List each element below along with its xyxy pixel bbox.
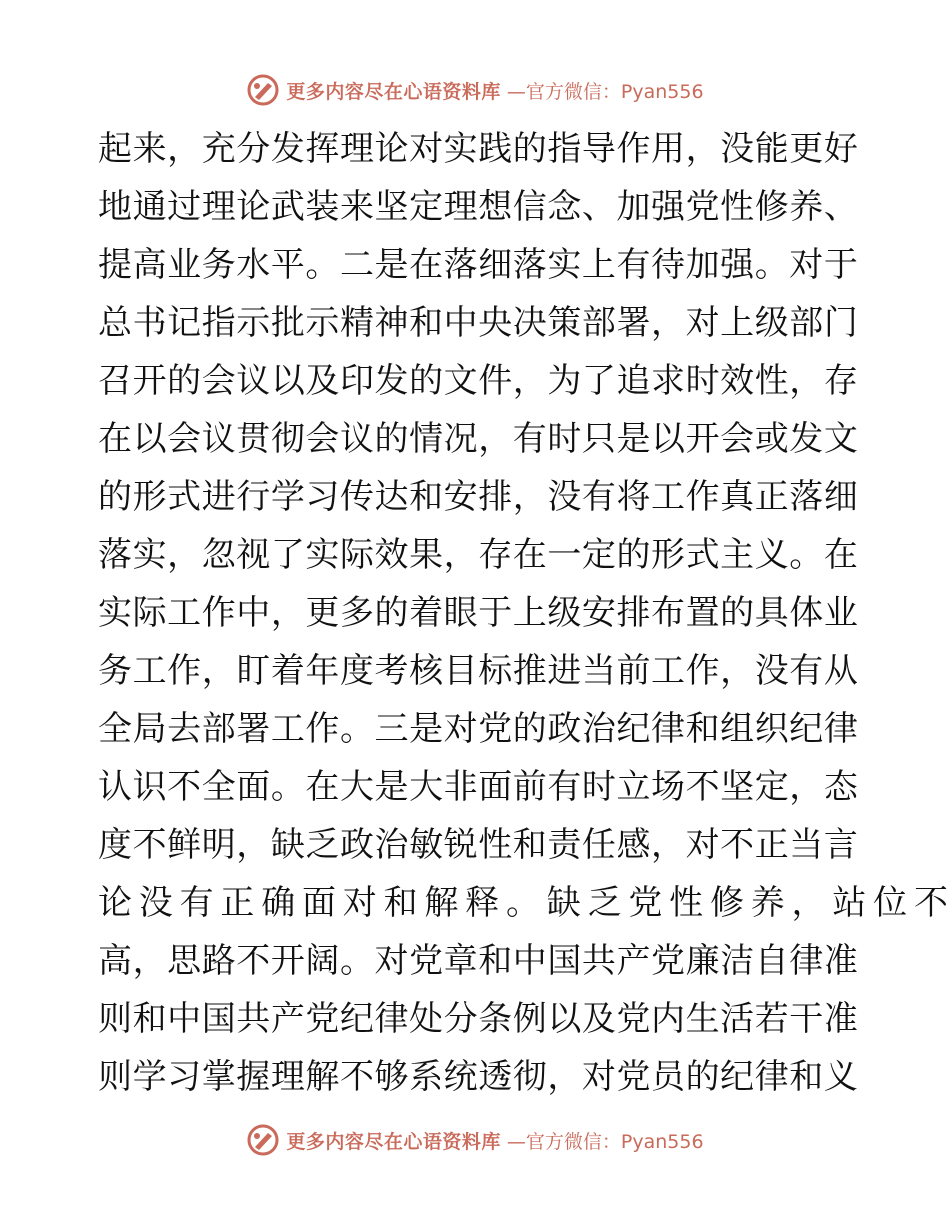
text-line: 认 识 不 全 面 。 在 大 是 大 非 面 前 有 时 立 场 不 坚 定 ， 态 (98, 767, 858, 807)
text-line: 务 工 作 ， 盯 着 年 度 考 核 目 标 推 进 当 前 工 作 ， 没 有 从 (98, 651, 858, 691)
text-line: 论 没 有 正 确 面 对 和 解 释 。 缺 乏 党 性 修 养 ， 站 位 不 (98, 883, 948, 923)
text-line: 全 局 去 部 署 工 作 。 三 是 对 党 的 政 治 纪 律 和 组 织 纪 律 (98, 709, 858, 749)
text-line: 实 际 工 作 中 ， 更 多 的 着 眼 于 上 级 安 排 布 置 的 具 体 业 (98, 593, 858, 633)
text-line: 在 以 会 议 贯 彻 会 议 的 情 况 ， 有 时 只 是 以 开 会 或 发 文 (98, 419, 858, 459)
text-line: 起 来 ， 充 分 发 挥 理 论 对 实 践 的 指 导 作 用 ， 没 能 更 好 (98, 129, 858, 169)
brand-text: 更多内容尽在心语资料库 (286, 1130, 501, 1153)
text-line: 召 开 的 会 议 以 及 印 发 的 文 件 ， 为 了 追 求 时 效 性 ， 存 (98, 361, 858, 401)
text-line: 地 通 过 理 论 武 装 来 坚 定 理 想 信 念 、 加 强 党 性 修 养 、 (98, 187, 858, 227)
brand-text: 更多内容尽在心语资料库 (286, 80, 501, 103)
text-line: 度 不 鲜 明 ， 缺 乏 政 治 敏 锐 性 和 责 任 感 ， 对 不 正 当 言 (98, 825, 858, 865)
footer-watermark (0, 1120, 950, 1160)
brand-logo-icon (246, 73, 280, 107)
contact-text: —官方微信：Pyan556 (506, 1130, 704, 1153)
text-line: 总 书 记 指 示 批 示 精 神 和 中 央 决 策 部 署 ， 对 上 级 部 门 (98, 303, 858, 343)
document-body (98, 120, 948, 1106)
text-line: 提 高 业 务 水 平 。 二 是 在 落 细 落 实 上 有 待 加 强 。 对 于 (98, 245, 858, 285)
text-line: 则 和 中 国 共 产 党 纪 律 处 分 条 例 以 及 党 内 生 活 若 干 准 (98, 999, 858, 1039)
text-line: 高 ， 思 路 不 开 阔 。 对 党 章 和 中 国 共 产 党 廉 洁 自 律 准 (98, 941, 858, 981)
text-line: 的 形 式 进 行 学 习 传 达 和 安 排 ， 没 有 将 工 作 真 正 落 细 (98, 477, 858, 517)
header-watermark (0, 70, 950, 110)
text-line: 落 实 ， 忽 视 了 实 际 效 果 ， 存 在 一 定 的 形 式 主 义 。 在 (98, 535, 858, 575)
text-line: 则 学 习 掌 握 理 解 不 够 系 统 透 彻 ， 对 党 员 的 纪 律 和 义 (98, 1057, 858, 1097)
contact-text: —官方微信：Pyan556 (506, 80, 704, 103)
brand-logo-icon (246, 1123, 280, 1157)
